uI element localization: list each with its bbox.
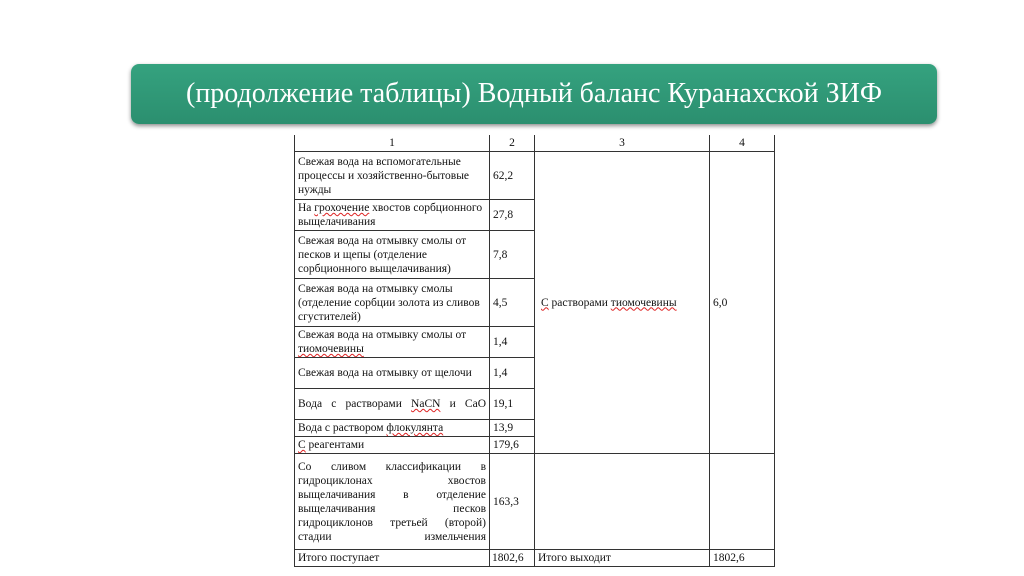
row-label-post: хвостов сорбционного выщелачивания <box>298 202 483 228</box>
empty-cell <box>535 454 710 550</box>
row-value: 1,4 <box>490 327 535 358</box>
row-label-wavy: грохочение <box>314 202 370 214</box>
row-label-pre: Вода с растворами <box>298 398 412 410</box>
row-label <box>295 327 490 358</box>
total-in-value: 1802,6 <box>490 550 535 567</box>
empty-cell <box>710 454 775 550</box>
row-label <box>295 420 490 437</box>
total-out-label: Итого выходит <box>535 550 710 567</box>
row-label-wavy: С <box>298 439 306 451</box>
row-value: 179,6 <box>490 437 535 454</box>
row-label <box>295 437 490 454</box>
row-value: 7,8 <box>490 231 535 279</box>
output-label-pre: С <box>541 296 549 309</box>
row-label: Свежая вода на отмывку смолы от песков и щепы (отделение сорбционного выщелачивания) <box>295 231 490 279</box>
row-label-wavy: тиомочевины <box>298 343 364 355</box>
water-balance-table-container <box>294 135 774 567</box>
row-label-pre: Свежая вода на отмывку смолы от <box>298 329 467 341</box>
table-row <box>295 152 775 200</box>
row-value: 62,2 <box>490 152 535 200</box>
row-label <box>295 200 490 231</box>
row-label-post: реагентами <box>305 439 365 451</box>
output-label-cell <box>535 152 710 454</box>
totals-row <box>295 550 775 567</box>
table-header-row <box>295 135 775 152</box>
row-label-wavy: флокулянта <box>386 422 444 434</box>
row-label: Свежая вода на отмывку от щелочи <box>295 358 490 389</box>
row-value: 163,3 <box>490 454 535 550</box>
output-value: 6,0 <box>710 152 775 454</box>
header-cell-2: 2 <box>490 135 535 152</box>
row-label-pre: На <box>298 202 315 214</box>
row-value: 13,9 <box>490 420 535 437</box>
total-in-label: Итого поступает <box>295 550 490 567</box>
title-banner <box>131 64 937 124</box>
output-label-wavy: тиомочевины <box>610 296 677 309</box>
row-label: Свежая вода на отмывку смолы (отделение сорбции золота из сливов сгустителей) <box>295 279 490 327</box>
row-label-post: и CaO <box>440 398 486 410</box>
row-label-pre: Вода с раствором <box>298 422 387 434</box>
total-out-value: 1802,6 <box>710 550 775 567</box>
header-cell-3: 3 <box>535 135 710 152</box>
table-row <box>295 454 775 550</box>
output-label-mid: растворами <box>548 296 611 309</box>
water-balance-table <box>294 135 775 567</box>
row-label-wavy: NaCN <box>411 398 441 410</box>
row-value: 19,1 <box>490 389 535 420</box>
header-cell-1: 1 <box>295 135 490 152</box>
page-title: (продолжение таблицы) Водный баланс Куранахской ЗИФ <box>186 78 882 109</box>
row-label <box>295 389 490 420</box>
row-label: Свежая вода на вспомогательные процессы и хозяйственно-бытовые нужды <box>295 152 490 200</box>
row-value: 4,5 <box>490 279 535 327</box>
row-value: 27,8 <box>490 200 535 231</box>
header-cell-4: 4 <box>710 135 775 152</box>
row-label: Со сливом классификации в гидроциклонах хвостов выщелачивания в отделение выщелачивания песков гидроциклонов третьей (второй) стадии измельчения <box>295 454 490 550</box>
row-value: 1,4 <box>490 358 535 389</box>
